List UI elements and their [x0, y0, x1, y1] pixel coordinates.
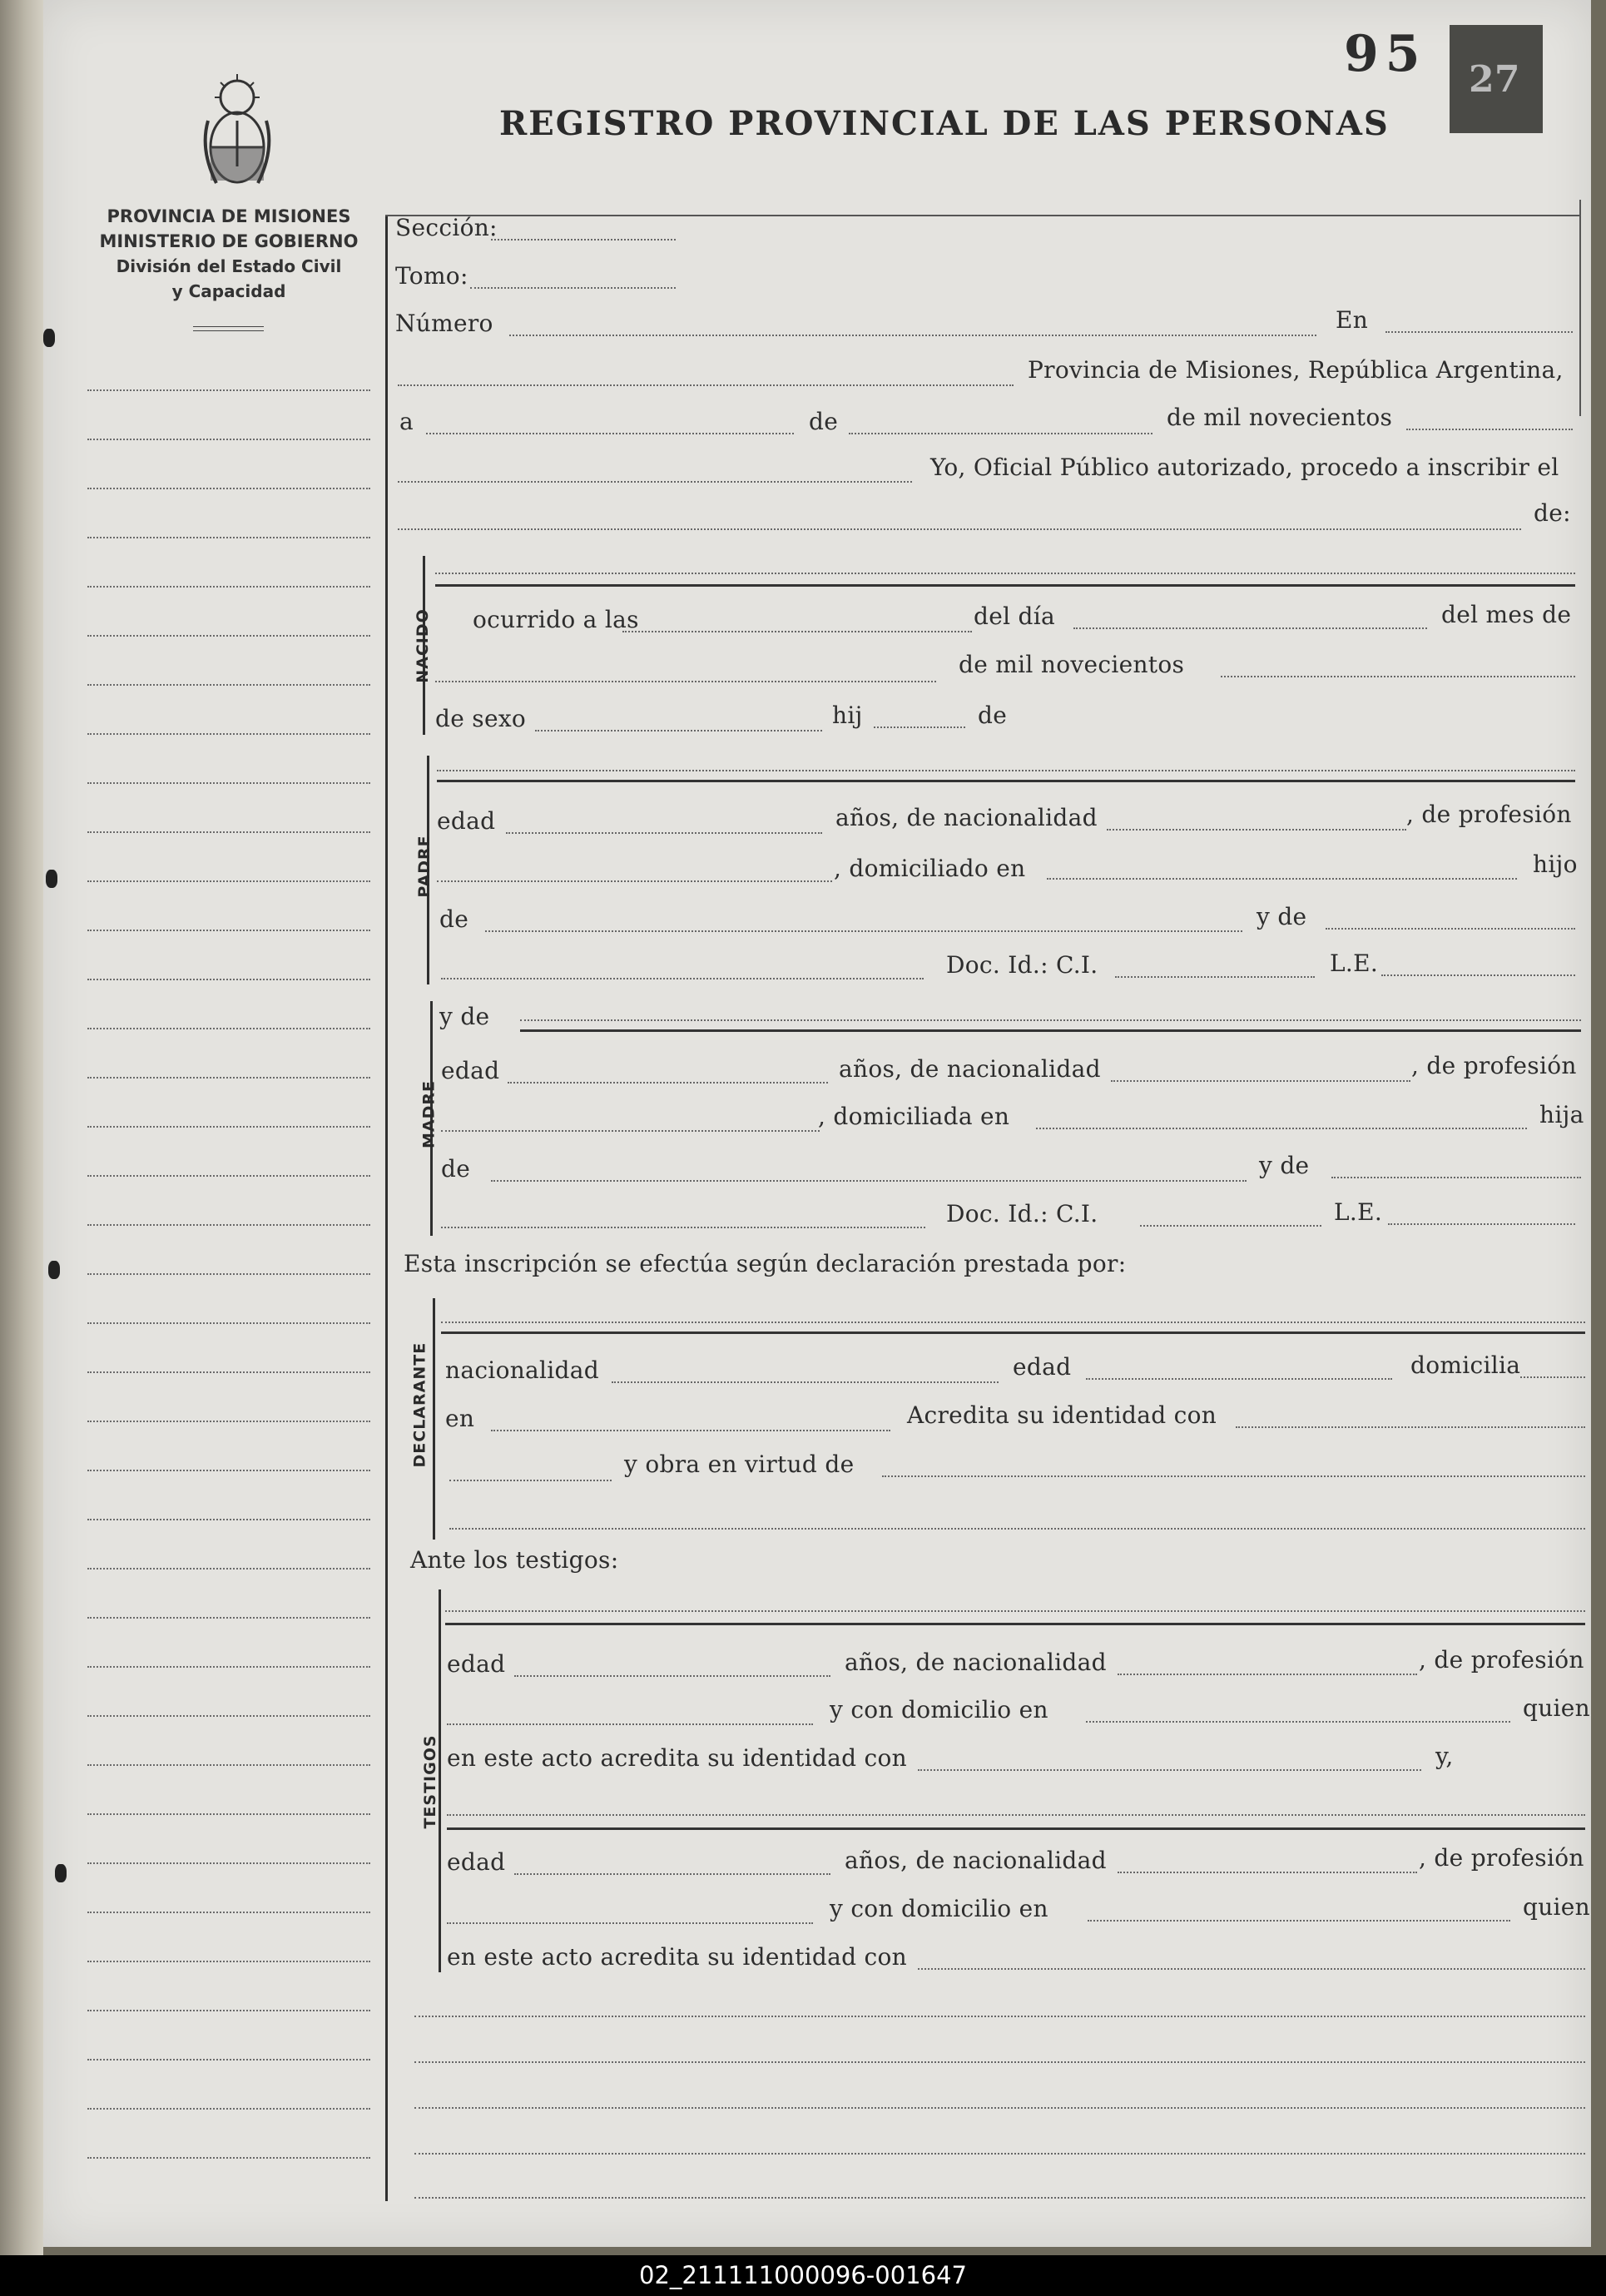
- seccion-field[interactable]: [491, 239, 676, 241]
- testigo1-profesion-field[interactable]: [447, 1723, 813, 1725]
- declarante-acredita-field[interactable]: [1236, 1426, 1585, 1428]
- padre-profesion-label: , de profesión: [1406, 801, 1572, 828]
- page-title: REGISTRO PROVINCIAL DE LAS PERSONAS: [499, 104, 1390, 143]
- del-dia-label: del día: [974, 603, 1056, 630]
- margin-note-line[interactable]: [87, 1322, 370, 1324]
- nacido-de-label: de: [978, 702, 1008, 729]
- numero-field[interactable]: [509, 335, 1316, 336]
- declarante-name-field[interactable]: [441, 1322, 1585, 1323]
- margin-note-line[interactable]: [87, 1617, 370, 1619]
- margin-note-line[interactable]: [87, 1028, 370, 1029]
- declarante-doc-field[interactable]: [449, 1480, 612, 1481]
- hora-field[interactable]: [622, 631, 972, 632]
- margin-note-line[interactable]: [87, 2010, 370, 2011]
- padre-abuela-field[interactable]: [1326, 928, 1575, 930]
- place-field[interactable]: [398, 384, 1014, 386]
- ministry-line: División del Estado Civil: [116, 256, 342, 276]
- document-page: [43, 0, 1591, 2247]
- margin-note-line[interactable]: [87, 979, 370, 980]
- archive-code: 02_211111000096-001647: [639, 2261, 967, 2289]
- testigo1-edad-label: edad: [447, 1650, 506, 1678]
- declarante-extra-field[interactable]: [449, 1528, 1585, 1530]
- provincia-text: Provincia de Misiones, República Argentina,: [1028, 356, 1564, 384]
- sexo-field[interactable]: [535, 730, 822, 731]
- madre-de-label: de: [441, 1155, 471, 1183]
- en-label: En: [1336, 306, 1369, 334]
- yo-oficial-text: Yo, Oficial Público autorizado, procedo a inscribir el: [930, 454, 1559, 481]
- hij-field[interactable]: [874, 726, 965, 728]
- madre-y-de-label: y de: [1259, 1152, 1310, 1179]
- declarante-en-label: en: [445, 1405, 475, 1432]
- margin-note-line[interactable]: [87, 831, 370, 833]
- de-label: de: [809, 408, 839, 435]
- notes-line[interactable]: [414, 2197, 1585, 2199]
- mes-field[interactable]: [435, 681, 936, 682]
- declarante-obra-label: y obra en virtud de: [624, 1450, 855, 1478]
- testigo2-edad-label: edad: [447, 1848, 506, 1876]
- margin-note-line[interactable]: [87, 1224, 370, 1226]
- margin-note-line[interactable]: [87, 488, 370, 489]
- punch-hole: [48, 1261, 60, 1279]
- madre-profesion-field[interactable]: [441, 1130, 820, 1132]
- testigo2-anos-label: años, de nacionalidad: [845, 1847, 1107, 1874]
- margin-note-line[interactable]: [87, 635, 370, 637]
- margin-note-line[interactable]: [87, 880, 370, 882]
- declaracion-text: Esta inscripción se efectúa según declaración prestada por:: [404, 1250, 1127, 1277]
- padre-abuelo-field[interactable]: [485, 930, 1242, 932]
- margin-note-line[interactable]: [87, 1961, 370, 1962]
- madre-name-field[interactable]: [520, 1019, 1581, 1021]
- testigo1-domicilio-label: y con domicilio en: [830, 1696, 1048, 1723]
- sexo-label: de sexo: [435, 705, 527, 732]
- margin-note-line[interactable]: [87, 1470, 370, 1471]
- padre-edad-field[interactable]: [506, 832, 822, 834]
- numero-label: Número: [395, 310, 493, 337]
- margin-note-line[interactable]: [87, 2108, 370, 2110]
- ocurrido-label: ocurrido a las: [473, 606, 639, 633]
- testigo2-nacionalidad-field[interactable]: [1118, 1872, 1417, 1873]
- form-right-rule: [1579, 200, 1581, 416]
- madre-section-label: MADRE: [419, 1080, 439, 1148]
- padre-doc-label: Doc. Id.: C.I.: [946, 951, 1098, 979]
- testigos-section-label: TESTIGOS: [421, 1734, 439, 1829]
- padre-nacionalidad-field[interactable]: [1107, 829, 1406, 831]
- testigo1-domicilio-field[interactable]: [1086, 1721, 1510, 1723]
- punch-hole: [46, 870, 57, 888]
- padre-le-label: L.E.: [1330, 950, 1379, 977]
- testigo1-acredita-field[interactable]: [918, 1769, 1421, 1771]
- testigo2-profesion-label: , de profesión: [1419, 1844, 1584, 1872]
- padre-de-label: de: [439, 905, 469, 933]
- margin-note-line[interactable]: [87, 1764, 370, 1766]
- padre-anos-label: años, de nacionalidad: [835, 804, 1098, 831]
- notes-line[interactable]: [414, 2016, 1585, 2017]
- padre-profesion-field[interactable]: [437, 880, 832, 882]
- madre-abuelo-field[interactable]: [491, 1180, 1247, 1182]
- margin-note-line[interactable]: [87, 1568, 370, 1570]
- margin-note-line[interactable]: [87, 439, 370, 440]
- book-spine-edge: [0, 0, 43, 2255]
- form-top-rule: [385, 215, 1581, 216]
- testigo2-name-field[interactable]: [447, 1814, 1585, 1816]
- testigo2-acredita-label: en este acto acredita su identidad con: [447, 1943, 908, 1971]
- margin-note-line[interactable]: [87, 733, 370, 735]
- madre-ci-field[interactable]: [1140, 1225, 1321, 1227]
- margin-note-line[interactable]: [87, 1715, 370, 1717]
- margin-note-line[interactable]: [87, 1371, 370, 1373]
- madre-le-field[interactable]: [1388, 1223, 1575, 1225]
- madre-domicilio-field[interactable]: [1036, 1128, 1527, 1129]
- corner-stamp-number: 27: [1469, 58, 1520, 101]
- margin-note-line[interactable]: [87, 1813, 370, 1815]
- padre-y-de-label: y de: [1257, 903, 1307, 930]
- coat-of-arms-icon: [191, 71, 283, 196]
- madre-domiciliada-label: , domiciliada en: [818, 1103, 1010, 1130]
- padre-edad-label: edad: [437, 807, 496, 835]
- declarante-nacionalidad-field[interactable]: [612, 1381, 999, 1383]
- dia-field[interactable]: [1073, 627, 1427, 629]
- margin-note-line[interactable]: [87, 586, 370, 588]
- margin-note-line[interactable]: [87, 389, 370, 391]
- madre-edad-label: edad: [441, 1057, 500, 1084]
- nacido-mil-label: de mil novecientos: [959, 651, 1185, 678]
- declarante-section-label: DECLARANTE: [410, 1341, 429, 1468]
- margin-note-line[interactable]: [87, 2157, 370, 2159]
- testigo2-profesion-field[interactable]: [447, 1922, 813, 1924]
- testigo1-acredita-label: en este acto acredita su identidad con: [447, 1744, 908, 1772]
- testigo1-profesion-label: , de profesión: [1419, 1646, 1584, 1674]
- ministry-line: MINISTERIO DE GOBIERNO: [99, 231, 359, 251]
- nacido-name-rule: [435, 584, 1575, 587]
- declarante-nacionalidad-label: nacionalidad: [445, 1356, 599, 1384]
- padre-name-rule: [437, 780, 1575, 782]
- margin-note-line[interactable]: [87, 782, 370, 784]
- seccion-label: Sección:: [395, 214, 498, 241]
- margin-note-line[interactable]: [87, 1912, 370, 1913]
- nacido-year-field[interactable]: [1221, 676, 1575, 677]
- inscription-field[interactable]: [398, 528, 1521, 530]
- mil-novecientos-label: de mil novecientos: [1167, 404, 1393, 431]
- padre-name-field[interactable]: [437, 770, 1575, 771]
- ministry-line: y Capacidad: [171, 281, 286, 301]
- a-label: a: [399, 408, 414, 435]
- notes-line[interactable]: [414, 2107, 1585, 2109]
- ministry-underline: [193, 326, 264, 327]
- madre-profesion-label: , de profesión: [1411, 1052, 1577, 1079]
- margin-note-line[interactable]: [87, 930, 370, 931]
- en-field[interactable]: [1385, 331, 1573, 333]
- day-field[interactable]: [426, 433, 794, 434]
- madre-abuela-field[interactable]: [1331, 1177, 1581, 1178]
- ministry-line: PROVINCIA DE MISIONES: [107, 206, 351, 226]
- margin-note-line[interactable]: [87, 1126, 370, 1128]
- margin-note-line[interactable]: [87, 684, 370, 686]
- hij-label: hij: [832, 702, 863, 729]
- margin-note-line[interactable]: [87, 1273, 370, 1275]
- testigo2-quien-label: quien: [1523, 1893, 1591, 1921]
- madre-anos-label: años, de nacionalidad: [839, 1055, 1101, 1083]
- padre-ci-field[interactable]: [1115, 976, 1315, 978]
- margin-note-line[interactable]: [87, 1519, 370, 1520]
- margin-note-line[interactable]: [87, 1666, 370, 1668]
- madre-hija-label: hija: [1539, 1101, 1584, 1128]
- madre-doc-label: Doc. Id.: C.I.: [946, 1200, 1098, 1227]
- declarante-name-rule: [441, 1331, 1585, 1334]
- testigo1-y-label: y,: [1435, 1743, 1454, 1770]
- testigo1-anos-label: años, de nacionalidad: [845, 1649, 1107, 1676]
- del-mes-label: del mes de: [1441, 601, 1572, 628]
- testigo2-acredita-field[interactable]: [918, 1968, 1585, 1970]
- nacido-name-field[interactable]: [435, 573, 1575, 574]
- ministry-block: [83, 204, 374, 304]
- margin-note-line[interactable]: [87, 1862, 370, 1864]
- declarante-edad-label: edad: [1013, 1353, 1072, 1381]
- page-number: 95: [1344, 25, 1427, 83]
- margin-note-line[interactable]: [87, 1175, 370, 1177]
- nacido-section-label: NACIDO: [414, 608, 432, 683]
- ante-testigos-text: Ante los testigos:: [410, 1546, 619, 1574]
- declarante-domicilia-field[interactable]: [1520, 1376, 1585, 1378]
- padre-section-label: PADRE: [415, 835, 434, 898]
- madre-le-label: L.E.: [1334, 1198, 1383, 1226]
- testigo2-name-rule: [447, 1827, 1585, 1830]
- year-field[interactable]: [1406, 429, 1573, 430]
- testigo2-edad-field[interactable]: [514, 1873, 830, 1875]
- tomo-label: Tomo:: [395, 262, 468, 290]
- madre-name-rule: [520, 1029, 1581, 1032]
- declarante-acredita-label: Acredita su identidad con: [907, 1401, 1217, 1429]
- madre-abuela-cont-field[interactable]: [441, 1227, 925, 1228]
- notes-line[interactable]: [414, 2061, 1585, 2063]
- padre-domicilio-field[interactable]: [1047, 878, 1517, 880]
- ministry-underline: [193, 330, 264, 331]
- declarante-domicilia-label: domicilia: [1410, 1351, 1521, 1379]
- padre-le-field[interactable]: [1381, 974, 1575, 976]
- padre-hijo-label: hijo: [1533, 850, 1578, 878]
- madre-nacionalidad-field[interactable]: [1111, 1080, 1410, 1082]
- punch-hole: [43, 329, 55, 347]
- punch-hole: [55, 1864, 67, 1882]
- madre-edad-field[interactable]: [508, 1082, 828, 1084]
- registration-field[interactable]: [398, 481, 912, 483]
- margin-note-line[interactable]: [87, 2059, 370, 2060]
- declarante-section-rule: [433, 1298, 435, 1540]
- testigo1-name-field[interactable]: [445, 1610, 1585, 1612]
- margin-note-line[interactable]: [87, 1421, 370, 1422]
- declarante-en-field[interactable]: [491, 1430, 890, 1431]
- padre-domiciliado-label: , domiciliado en: [834, 855, 1026, 882]
- month-field[interactable]: [849, 433, 1152, 434]
- testigo2-domicilio-label: y con domicilio en: [830, 1895, 1048, 1922]
- declarante-obra-field[interactable]: [882, 1475, 1585, 1477]
- tomo-field[interactable]: [470, 287, 676, 289]
- archive-code-bar: [0, 2255, 1606, 2296]
- de-colon-label: de:: [1534, 499, 1571, 527]
- padre-abuela-cont-field[interactable]: [441, 978, 924, 979]
- margin-note-line[interactable]: [87, 537, 370, 538]
- margin-note-line[interactable]: [87, 1077, 370, 1079]
- declarante-edad-field[interactable]: [1086, 1378, 1392, 1380]
- testigo2-domicilio-field[interactable]: [1088, 1920, 1510, 1922]
- madre-y-de-top-label: y de: [439, 1003, 490, 1030]
- form-left-rule: [385, 216, 388, 2201]
- testigo1-name-rule: [445, 1623, 1585, 1625]
- testigo1-nacionalidad-field[interactable]: [1118, 1674, 1417, 1675]
- testigo1-quien-label: quien: [1523, 1694, 1591, 1722]
- notes-line[interactable]: [414, 2153, 1585, 2155]
- testigo1-edad-field[interactable]: [514, 1675, 830, 1677]
